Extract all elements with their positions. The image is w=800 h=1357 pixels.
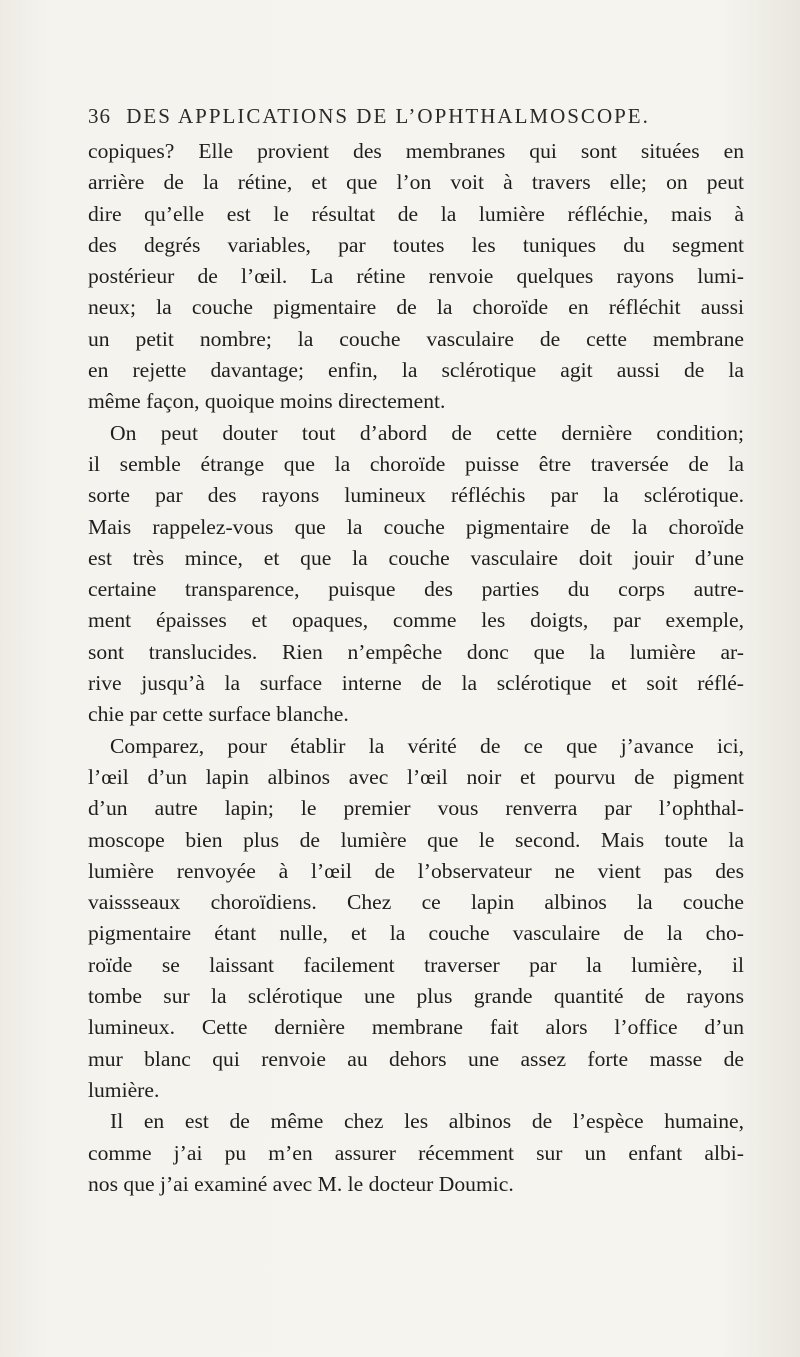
text-line: roïde se laissant facilement traverser par la lumière, il — [88, 952, 744, 977]
page-number: 36 — [88, 104, 111, 128]
text-line: l’œil d’un lapin albinos avec l’œil noir et pourvu de pigment — [88, 764, 744, 789]
text-line: d’un autre lapin; le premier vous renverra par l’ophthal- — [88, 796, 744, 821]
text-line: en rejette davantage; enfin, la sclérotique agit aussi de la — [88, 358, 744, 383]
text-line: rive jusqu’à la surface interne de la sclérotique et soit réflé- — [88, 671, 744, 696]
text-line: vaissseaux choroïdiens. Chez ce lapin albinos la couche — [88, 890, 744, 915]
running-head — [88, 104, 728, 129]
paragraph-3 — [88, 731, 744, 1107]
text-line: Il en est de même chez les albinos de l’espèce humaine, — [110, 1109, 744, 1134]
text-line: pigmentaire étant nulle, et la couche vasculaire de la cho- — [88, 921, 744, 946]
text-line: ment épaisses et opaques, comme les doigts, par exemple, — [88, 608, 744, 633]
text-line: postérieur de l’œil. La rétine renvoie quelques rayons lumi- — [88, 264, 744, 289]
paragraph-2 — [88, 418, 744, 731]
text-line: On peut douter tout d’abord de cette dernière condition; — [110, 420, 744, 445]
text-line: copiques? Elle provient des membranes qui sont situées en — [88, 139, 744, 163]
text-line: tombe sur la sclérotique une plus grande quantité de rayons — [88, 984, 744, 1009]
text-line: Mais rappelez-vous que la couche pigmentaire de la choroïde — [88, 514, 744, 539]
text-line: comme j’ai pu m’en assurer récemment sur un enfant albi- — [88, 1140, 744, 1165]
text-line: même façon, quoique moins directement. — [88, 389, 446, 414]
text-line: un petit nombre; la couche vasculaire de cette membrane — [88, 326, 744, 351]
text-line: lumière renvoyée à l’œil de l’observateur ne vient pas des — [88, 858, 744, 883]
text-line: est très mince, et que la couche vasculaire doit jouir d’une — [88, 545, 744, 570]
text-line: lumière. — [88, 1077, 160, 1102]
text-line: des degrés variables, par toutes les tuniques du segment — [88, 232, 744, 257]
running-title: DES APPLICATIONS DE L’OPHTHALMOSCOPE. — [126, 104, 650, 128]
text-line: neux; la couche pigmentaire de la choroïde en réfléchit aussi — [88, 295, 744, 320]
paragraph-4 — [88, 1106, 744, 1200]
text-line: dire qu’elle est le résultat de la lumière réfléchie, mais à — [88, 201, 744, 226]
text-line: certaine transparence, puisque des parties du corps autre- — [88, 577, 744, 602]
paragraph-1 — [88, 136, 744, 418]
text-line: nos que j’ai examiné avec M. le docteur Doumic. — [88, 1171, 514, 1196]
text-line: chie par cette surface blanche. — [88, 702, 349, 727]
body-text — [88, 136, 744, 1200]
text-line: Comparez, pour établir la vérité de ce que j’avance ici, — [110, 733, 744, 758]
text-line: il semble étrange que la choroïde puisse être traversée de la — [88, 451, 744, 476]
text-line: arrière de la rétine, et que l’on voit à travers elle; on peut — [88, 170, 744, 195]
text-line: sorte par des rayons lumineux réfléchis par la sclérotique. — [88, 483, 744, 508]
text-line: lumineux. Cette dernière membrane fait alors l’office d’un — [88, 1015, 744, 1040]
text-line: sont translucides. Rien n’empêche donc que la lumière ar- — [88, 639, 744, 664]
text-line: moscope bien plus de lumière que le second. Mais toute la — [88, 827, 744, 852]
text-line: mur blanc qui renvoie au dehors une assez forte masse de — [88, 1046, 744, 1071]
